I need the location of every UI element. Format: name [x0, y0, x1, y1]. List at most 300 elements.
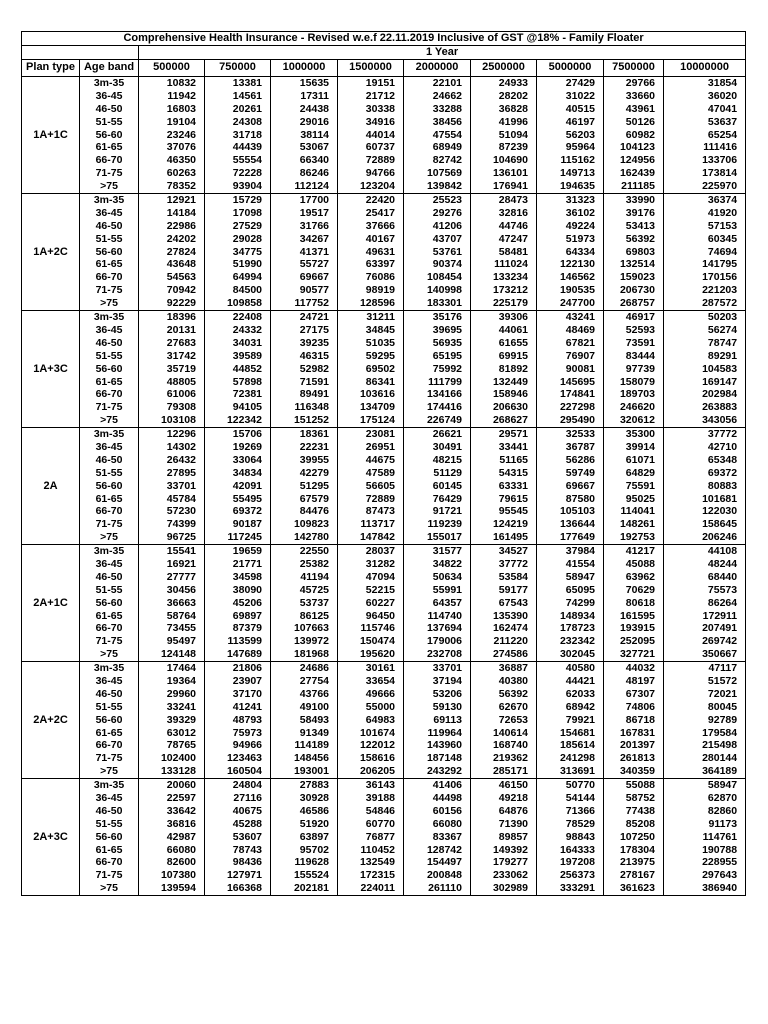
- premium-cell: 361623: [604, 882, 664, 895]
- premium-cell: 60145: [404, 479, 471, 492]
- premium-cell: 91721: [404, 505, 471, 518]
- premium-cell: 60227: [338, 596, 404, 609]
- premium-cell: 40167: [338, 232, 404, 245]
- premium-cell: 233062: [471, 869, 537, 882]
- premium-cell: 134709: [338, 401, 404, 414]
- premium-cell: 43648: [139, 258, 205, 271]
- premium-cell: 30928: [271, 792, 338, 805]
- premium-cell: 101674: [338, 726, 404, 739]
- table-row: [22, 765, 746, 778]
- premium-cell: 68440: [664, 571, 746, 584]
- age-band-cell: 51-55: [80, 467, 139, 480]
- table-row: [22, 467, 746, 480]
- premium-cell: 78765: [139, 739, 205, 752]
- premium-cell: 27895: [139, 467, 205, 480]
- premium-cell: 19517: [271, 207, 338, 220]
- premium-cell: 269742: [664, 635, 746, 648]
- premium-cell: 78352: [139, 180, 205, 193]
- age-band-cell: 46-50: [80, 454, 139, 467]
- premium-cell: 62670: [471, 701, 537, 714]
- age-band-cell: >75: [80, 765, 139, 778]
- table-row: [22, 324, 746, 337]
- premium-cell: 51295: [271, 479, 338, 492]
- premium-cell: 98919: [338, 284, 404, 297]
- premium-cell: 33288: [404, 103, 471, 116]
- age-band-cell: 46-50: [80, 571, 139, 584]
- age-band-cell: >75: [80, 180, 139, 193]
- premium-cell: 139842: [404, 180, 471, 193]
- premium-cell: 25523: [404, 193, 471, 206]
- table-row: [22, 141, 746, 154]
- premium-cell: 46315: [271, 349, 338, 362]
- sum-insured-header: 500000: [139, 59, 205, 76]
- premium-cell: 31854: [664, 76, 746, 89]
- premium-cell: 20060: [139, 778, 205, 791]
- premium-cell: 49224: [537, 220, 604, 233]
- premium-cell: 33990: [604, 193, 664, 206]
- table-row: [22, 558, 746, 571]
- premium-cell: 10832: [139, 76, 205, 89]
- premium-cell: 22231: [271, 441, 338, 454]
- premium-cell: 194635: [537, 180, 604, 193]
- table-row: [22, 220, 746, 233]
- table-row: [22, 245, 746, 258]
- premium-cell: 139972: [271, 635, 338, 648]
- premium-cell: 102400: [139, 752, 205, 765]
- premium-cell: 41241: [205, 701, 271, 714]
- premium-cell: 33660: [604, 90, 664, 103]
- table-row: [22, 258, 746, 271]
- premium-cell: 113599: [205, 635, 271, 648]
- premium-cell: 36787: [537, 441, 604, 454]
- premium-cell: 41554: [537, 558, 604, 571]
- table-row: [22, 622, 746, 635]
- premium-cell: 42091: [205, 479, 271, 492]
- premium-cell: 43961: [604, 103, 664, 116]
- premium-cell: 63397: [338, 258, 404, 271]
- premium-cell: 206630: [471, 401, 537, 414]
- premium-cell: 22101: [404, 76, 471, 89]
- premium-cell: 31766: [271, 220, 338, 233]
- premium-cell: 104583: [664, 362, 746, 375]
- premium-cell: 56392: [604, 232, 664, 245]
- premium-cell: 61071: [604, 454, 664, 467]
- premium-cell: 68942: [537, 701, 604, 714]
- premium-cell: 36102: [537, 207, 604, 220]
- premium-cell: 28202: [471, 90, 537, 103]
- premium-cell: 64357: [404, 596, 471, 609]
- premium-cell: 162474: [471, 622, 537, 635]
- age-band-cell: >75: [80, 648, 139, 661]
- premium-cell: 172315: [338, 869, 404, 882]
- premium-cell: 122030: [664, 505, 746, 518]
- premium-cell: 206246: [664, 531, 746, 544]
- premium-cell: 107569: [404, 167, 471, 180]
- premium-cell: 34598: [205, 571, 271, 584]
- premium-cell: 57153: [664, 220, 746, 233]
- premium-cell: 81892: [471, 362, 537, 375]
- premium-cell: 53607: [205, 830, 271, 843]
- premium-cell: 47589: [338, 467, 404, 480]
- table-row: [22, 90, 746, 103]
- age-band-cell: 61-65: [80, 492, 139, 505]
- premium-cell: 12921: [139, 193, 205, 206]
- premium-cell: 71366: [537, 805, 604, 818]
- premium-cell: 206730: [604, 284, 664, 297]
- premium-cell: 193915: [604, 622, 664, 635]
- premium-cell: 44421: [537, 675, 604, 688]
- age-band-cell: 71-75: [80, 167, 139, 180]
- premium-cell: 37666: [338, 220, 404, 233]
- premium-cell: 67307: [604, 688, 664, 701]
- premium-cell: 224011: [338, 882, 404, 895]
- table-row: [22, 362, 746, 375]
- premium-cell: 95025: [604, 492, 664, 505]
- age-band-cell: 66-70: [80, 739, 139, 752]
- premium-cell: 115162: [537, 154, 604, 167]
- premium-cell: 161495: [471, 531, 537, 544]
- premium-cell: 44852: [205, 362, 271, 375]
- premium-cell: 36663: [139, 596, 205, 609]
- premium-cell: 202181: [271, 882, 338, 895]
- premium-cell: 132549: [338, 856, 404, 869]
- premium-cell: 33064: [205, 454, 271, 467]
- premium-cell: 53584: [471, 571, 537, 584]
- premium-cell: 207491: [664, 622, 746, 635]
- premium-cell: 86125: [271, 609, 338, 622]
- premium-cell: 133706: [664, 154, 746, 167]
- table-row: [22, 701, 746, 714]
- premium-cell: 25382: [271, 558, 338, 571]
- premium-cell: 51990: [205, 258, 271, 271]
- premium-cell: 107663: [271, 622, 338, 635]
- premium-cell: 69502: [338, 362, 404, 375]
- table-row: [22, 531, 746, 544]
- premium-cell: 64994: [205, 271, 271, 284]
- premium-cell: 22420: [338, 193, 404, 206]
- premium-cell: 213975: [604, 856, 664, 869]
- premium-cell: 27429: [537, 76, 604, 89]
- premium-cell: 82742: [404, 154, 471, 167]
- premium-cell: 101681: [664, 492, 746, 505]
- premium-cell: 75973: [205, 726, 271, 739]
- premium-cell: 19364: [139, 675, 205, 688]
- premium-cell: 143960: [404, 739, 471, 752]
- premium-cell: 37984: [537, 544, 604, 557]
- sum-insured-header: 750000: [205, 59, 271, 76]
- premium-cell: 80045: [664, 701, 746, 714]
- sum-insured-header: 7500000: [604, 59, 664, 76]
- premium-cell: 132514: [604, 258, 664, 271]
- premium-cell: 48793: [205, 713, 271, 726]
- premium-cell: 44032: [604, 661, 664, 674]
- premium-cell: 66340: [271, 154, 338, 167]
- premium-sheet: [21, 31, 746, 896]
- age-band-cell: >75: [80, 297, 139, 310]
- premium-cell: 69897: [205, 609, 271, 622]
- premium-cell: 256373: [537, 869, 604, 882]
- premium-cell: 200848: [404, 869, 471, 882]
- premium-cell: 56203: [537, 128, 604, 141]
- premium-cell: 117752: [271, 297, 338, 310]
- premium-cell: 63962: [604, 571, 664, 584]
- premium-cell: 27175: [271, 324, 338, 337]
- premium-cell: 55991: [404, 584, 471, 597]
- premium-cell: 22597: [139, 792, 205, 805]
- premium-cell: 61006: [139, 388, 205, 401]
- table-row: [22, 167, 746, 180]
- premium-cell: 195620: [338, 648, 404, 661]
- premium-cell: 179006: [404, 635, 471, 648]
- premium-cell: 14561: [205, 90, 271, 103]
- premium-cell: 39955: [271, 454, 338, 467]
- premium-cell: 24332: [205, 324, 271, 337]
- premium-cell: 173212: [471, 284, 537, 297]
- premium-cell: 124956: [604, 154, 664, 167]
- premium-cell: 26432: [139, 454, 205, 467]
- premium-cell: 52982: [271, 362, 338, 375]
- age-band-cell: 61-65: [80, 258, 139, 271]
- table-row: [22, 571, 746, 584]
- table-row: [22, 792, 746, 805]
- premium-cell: 47554: [404, 128, 471, 141]
- premium-cell: 76907: [537, 349, 604, 362]
- premium-cell: 105103: [537, 505, 604, 518]
- table-row: [22, 688, 746, 701]
- premium-cell: 107250: [604, 830, 664, 843]
- age-band-cell: 56-60: [80, 245, 139, 258]
- premium-cell: 193001: [271, 765, 338, 778]
- table-row: [22, 193, 746, 206]
- age-band-cell: 61-65: [80, 726, 139, 739]
- premium-cell: 59749: [537, 467, 604, 480]
- premium-cell: 147689: [205, 648, 271, 661]
- premium-cell: 18396: [139, 310, 205, 323]
- premium-cell: 50203: [664, 310, 746, 323]
- premium-cell: 13381: [205, 76, 271, 89]
- premium-cell: 124219: [471, 518, 537, 531]
- plan-type-cell: 1A+3C: [22, 310, 80, 427]
- premium-cell: 123204: [338, 180, 404, 193]
- premium-cell: 59295: [338, 349, 404, 362]
- table-row: [22, 584, 746, 597]
- age-band-cell: 46-50: [80, 103, 139, 116]
- premium-cell: 11942: [139, 90, 205, 103]
- premium-cell: 177649: [537, 531, 604, 544]
- premium-cell: 45206: [205, 596, 271, 609]
- premium-cell: 31323: [537, 193, 604, 206]
- premium-cell: 148261: [604, 518, 664, 531]
- premium-cell: 140614: [471, 726, 537, 739]
- premium-cell: 58947: [537, 571, 604, 584]
- premium-cell: 59177: [471, 584, 537, 597]
- premium-cell: 161595: [604, 609, 664, 622]
- table-row: [22, 337, 746, 350]
- premium-cell: 65195: [404, 349, 471, 362]
- premium-cell: 60263: [139, 167, 205, 180]
- premium-cell: 27683: [139, 337, 205, 350]
- premium-cell: 79921: [537, 713, 604, 726]
- age-band-cell: 61-65: [80, 141, 139, 154]
- premium-cell: 30456: [139, 584, 205, 597]
- premium-cell: 158616: [338, 752, 404, 765]
- premium-cell: 27883: [271, 778, 338, 791]
- premium-cell: 78529: [537, 818, 604, 831]
- premium-cell: 24686: [271, 661, 338, 674]
- premium-cell: 75573: [664, 584, 746, 597]
- premium-cell: 232708: [404, 648, 471, 661]
- age-band-cell: 71-75: [80, 284, 139, 297]
- table-row: [22, 843, 746, 856]
- premium-cell: 53637: [664, 115, 746, 128]
- premium-cell: 302989: [471, 882, 537, 895]
- premium-cell: 170156: [664, 271, 746, 284]
- age-band-cell: 56-60: [80, 479, 139, 492]
- premium-cell: 22550: [271, 544, 338, 557]
- table-row: [22, 726, 746, 739]
- premium-cell: 154681: [537, 726, 604, 739]
- premium-cell: 16921: [139, 558, 205, 571]
- premium-cell: 24721: [271, 310, 338, 323]
- premium-cell: 34267: [271, 232, 338, 245]
- premium-cell: 73591: [604, 337, 664, 350]
- premium-cell: 64983: [338, 713, 404, 726]
- premium-cell: 158645: [664, 518, 746, 531]
- premium-cell: 94966: [205, 739, 271, 752]
- premium-cell: 169147: [664, 375, 746, 388]
- age-band-cell: 66-70: [80, 856, 139, 869]
- premium-cell: 24202: [139, 232, 205, 245]
- premium-cell: 147842: [338, 531, 404, 544]
- age-band-cell: 61-65: [80, 843, 139, 856]
- table-row: [22, 297, 746, 310]
- premium-cell: 134166: [404, 388, 471, 401]
- premium-cell: 89857: [471, 830, 537, 843]
- premium-cell: 140998: [404, 284, 471, 297]
- premium-cell: 29766: [604, 76, 664, 89]
- premium-cell: 86718: [604, 713, 664, 726]
- premium-cell: 51920: [271, 818, 338, 831]
- premium-cell: 22986: [139, 220, 205, 233]
- premium-cell: 43707: [404, 232, 471, 245]
- age-band-cell: 3m-35: [80, 76, 139, 89]
- premium-cell: 42279: [271, 467, 338, 480]
- premium-cell: 46586: [271, 805, 338, 818]
- premium-cell: 39176: [604, 207, 664, 220]
- premium-cell: 69667: [537, 479, 604, 492]
- premium-cell: 31282: [338, 558, 404, 571]
- premium-cell: 86246: [271, 167, 338, 180]
- premium-cell: 111416: [664, 141, 746, 154]
- premium-cell: 16803: [139, 103, 205, 116]
- premium-cell: 90187: [205, 518, 271, 531]
- premium-cell: 51165: [471, 454, 537, 467]
- premium-cell: 119628: [271, 856, 338, 869]
- premium-cell: 45725: [271, 584, 338, 597]
- premium-cell: 31577: [404, 544, 471, 557]
- premium-cell: 364189: [664, 765, 746, 778]
- premium-cell: 114189: [271, 739, 338, 752]
- age-band-cell: 71-75: [80, 401, 139, 414]
- premium-cell: 42987: [139, 830, 205, 843]
- premium-cell: 48805: [139, 375, 205, 388]
- premium-cell: 40380: [471, 675, 537, 688]
- premium-cell: 148456: [271, 752, 338, 765]
- age-band-cell: 66-70: [80, 622, 139, 635]
- premium-cell: 158079: [604, 375, 664, 388]
- premium-cell: 21771: [205, 558, 271, 571]
- premium-cell: 154497: [404, 856, 471, 869]
- premium-cell: 57898: [205, 375, 271, 388]
- age-band-cell: 3m-35: [80, 544, 139, 557]
- premium-cell: 98436: [205, 856, 271, 869]
- premium-cell: 175124: [338, 414, 404, 427]
- premium-cell: 91173: [664, 818, 746, 831]
- table-row: [22, 427, 746, 440]
- sum-insured-header: 1000000: [271, 59, 338, 76]
- premium-cell: 58752: [604, 792, 664, 805]
- table-row: [22, 180, 746, 193]
- table-row: [22, 375, 746, 388]
- premium-cell: 54315: [471, 467, 537, 480]
- premium-cell: 15541: [139, 544, 205, 557]
- premium-cell: 71591: [271, 375, 338, 388]
- premium-cell: 72381: [205, 388, 271, 401]
- premium-cell: 49631: [338, 245, 404, 258]
- premium-cell: 27824: [139, 245, 205, 258]
- age-band-cell: >75: [80, 882, 139, 895]
- premium-cell: 211185: [604, 180, 664, 193]
- premium-cell: 80883: [664, 479, 746, 492]
- premium-cell: 37076: [139, 141, 205, 154]
- premium-cell: 18361: [271, 427, 338, 440]
- premium-cell: 37772: [471, 558, 537, 571]
- premium-cell: 167831: [604, 726, 664, 739]
- table-row: [22, 661, 746, 674]
- premium-cell: 36816: [139, 818, 205, 831]
- table-row: [22, 154, 746, 167]
- premium-cell: 20261: [205, 103, 271, 116]
- premium-cell: 110452: [338, 843, 404, 856]
- premium-cell: 122342: [205, 414, 271, 427]
- table-row: [22, 401, 746, 414]
- premium-cell: 313691: [537, 765, 604, 778]
- premium-cell: 112124: [271, 180, 338, 193]
- premium-cell: 43766: [271, 688, 338, 701]
- premium-cell: 54563: [139, 271, 205, 284]
- premium-cell: 39914: [604, 441, 664, 454]
- premium-cell: 32816: [471, 207, 537, 220]
- premium-cell: 183301: [404, 297, 471, 310]
- premium-cell: 174416: [404, 401, 471, 414]
- premium-cell: 34822: [404, 558, 471, 571]
- premium-cell: 78747: [664, 337, 746, 350]
- table-row: [22, 115, 746, 128]
- premium-cell: 53737: [271, 596, 338, 609]
- premium-cell: 149392: [471, 843, 537, 856]
- age-band-cell: 36-45: [80, 441, 139, 454]
- premium-cell: 76429: [404, 492, 471, 505]
- premium-cell: 178723: [537, 622, 604, 635]
- premium-cell: 46350: [139, 154, 205, 167]
- premium-cell: 166368: [205, 882, 271, 895]
- premium-cell: 14302: [139, 441, 205, 454]
- premium-cell: 122012: [338, 739, 404, 752]
- premium-cell: 46917: [604, 310, 664, 323]
- age-band-cell: 61-65: [80, 375, 139, 388]
- age-band-cell: 3m-35: [80, 778, 139, 791]
- premium-cell: 43241: [537, 310, 604, 323]
